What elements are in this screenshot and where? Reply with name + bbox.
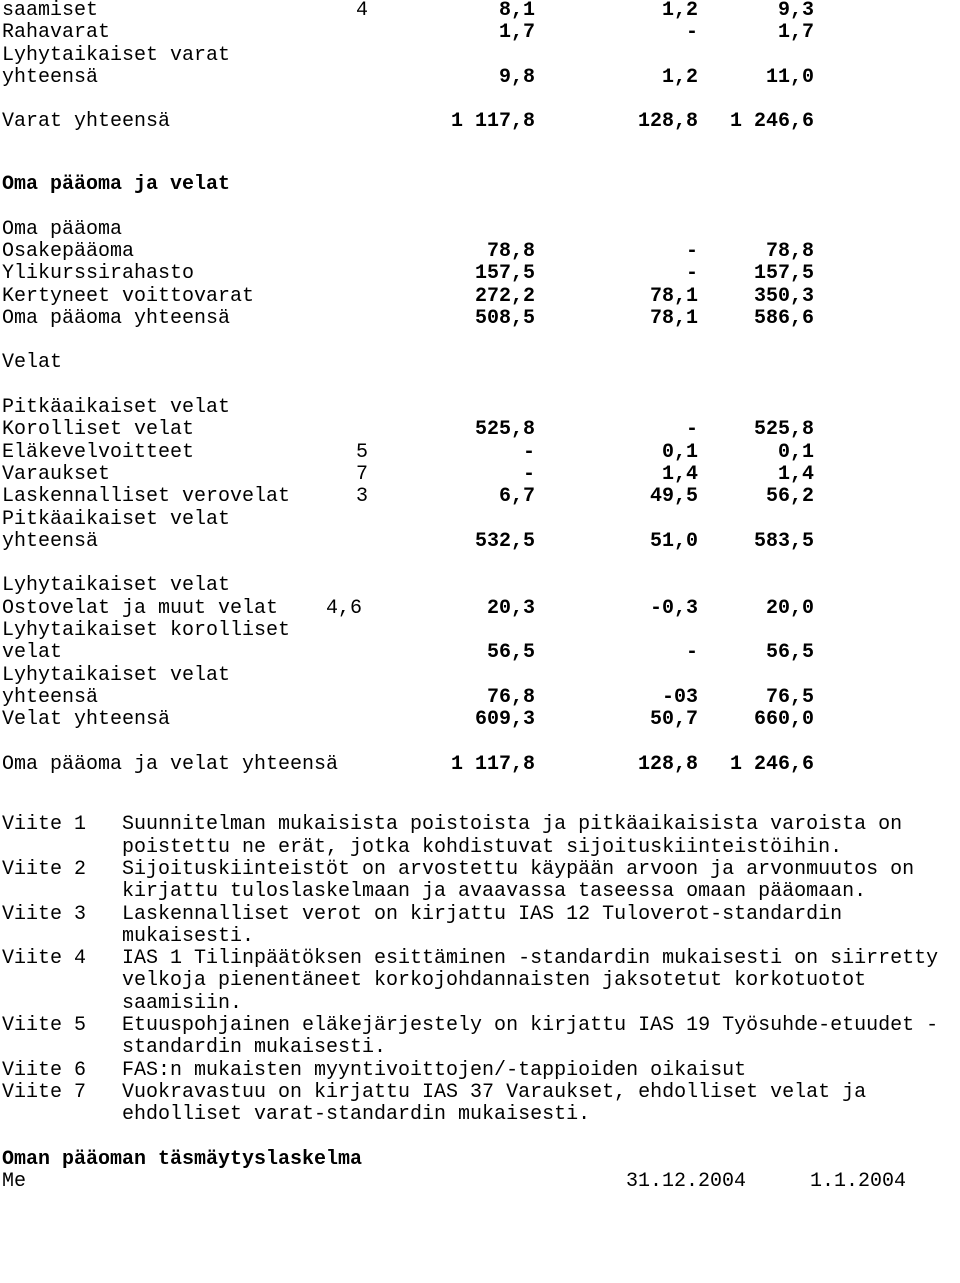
table-row [0,241,960,263]
value-col2: -0,3 [649,596,698,620]
footnote-item [0,904,960,949]
row-label: Lyhytaikaiset varat [2,43,231,67]
footnote-text: Etuuspohjainen eläkejärjestely on kirjattu IAS 19 Työsuhde-etuudet -standardin mukaisesti. [122,1014,939,1060]
grand-total-row [0,754,960,776]
footnote-text: IAS 1 Tilinpäätöksen esittäminen -standardin mukaisesti on siirretty velkoja pienentäneet korkojohdannaisten jaksotetut korkotuotot saamisiin. [122,947,939,1015]
footnote-text: Sijoituskiinteistöt on arvostettu käypään arvoon ja arvonmuutos on kirjattu tuloslaskelmaan ja avaavassa taseessa omaan pääomaan. [122,857,915,904]
unit-label: Me [2,1170,27,1194]
row-label: Rahavarat [2,21,111,45]
value-col3: 11,0 [765,65,814,89]
table-row [0,642,960,664]
note-ref: 7 [356,462,369,486]
value-col1: 1,7 [498,21,535,45]
value-col3: 1 246,6 [729,110,814,134]
value-col3: 525,8 [753,418,814,442]
footnote-key: Viite 3 [2,902,87,926]
reconciliation-title [0,1149,960,1171]
value-col1: 8,1 [498,0,535,22]
value-col2: 128,8 [637,110,698,134]
value-col3: 56,2 [765,485,814,509]
value-col3: 583,5 [753,529,814,553]
footnote-item [0,1060,960,1082]
value-col2: 1,2 [661,65,698,89]
date-col2: 1.1.2004 [809,1170,906,1194]
value-col2: 128,8 [637,752,698,776]
value-col1: 76,8 [486,685,535,709]
value-col3: 1,7 [777,21,814,45]
row-label: Velat yhteensä [2,708,171,732]
value-col2: 50,7 [649,708,698,732]
reconciliation-header [0,1171,960,1193]
value-col1: - [522,462,535,486]
row-label: Lyhytaikaiset korolliset [2,619,291,643]
value-col3: 1 246,6 [729,752,814,776]
row-label: saamiset [2,0,99,22]
value-col3: 1,4 [777,462,814,486]
value-col3: 157,5 [753,262,814,286]
value-col1: 609,3 [474,708,535,732]
value-col2: - [685,239,698,263]
value-col1: 1 117,8 [450,110,535,134]
row-label: velat [2,641,63,665]
liabilities-heading [0,352,960,374]
table-row [0,709,960,731]
table-row [0,665,960,687]
note-ref: 4 [356,0,369,22]
short-term-heading [0,575,960,597]
value-col3: 56,5 [765,641,814,665]
heading-text: Pitkäaikaiset velat [2,396,231,420]
row-label: Ostovelat ja muut velat [2,596,279,620]
assets-total-row [0,111,960,133]
footnotes [0,814,960,1126]
footnote-text: Vuokravastuu on kirjattu IAS 37 Varaukset, ehdolliset velat ja ehdolliset varat-standardin mukaisesti. [122,1080,867,1127]
value-col1: 6,7 [498,485,535,509]
value-col3: 78,8 [765,239,814,263]
table-row [0,486,960,508]
date-col1: 31.12.2004 [625,1170,746,1194]
row-label: yhteensä [2,529,99,553]
value-col2: - [685,21,698,45]
note-ref: 4,6 [326,596,363,620]
value-col2: 78,1 [649,306,698,330]
value-col2: -03 [661,685,698,709]
footnote-key: Viite 4 [2,947,87,971]
value-col3: 350,3 [753,284,814,308]
value-col3: 660,0 [753,708,814,732]
row-label: Ylikurssirahasto [2,262,195,286]
value-col1: 157,5 [474,262,535,286]
heading-text: Lyhytaikaiset velat [2,574,231,598]
value-col3: 586,6 [753,306,814,330]
reconciliation-title-text: Oman pääoman täsmäytyslaskelma [2,1147,363,1171]
heading-text: Oma pääoma [2,217,123,241]
footnote-key: Viite 6 [2,1058,87,1082]
row-label: Varat yhteensä [2,110,171,134]
row-label: Oma pääoma yhteensä [2,306,231,330]
row-label: yhteensä [2,685,99,709]
footnote-text: FAS:n mukaisten myyntivoittojen/-tappioiden oikaisut [122,1058,747,1082]
value-col2: 51,0 [649,529,698,553]
value-col3: 0,1 [777,440,814,464]
heading-text: Velat [2,351,63,375]
row-label: yhteensä [2,65,99,89]
value-col1: 508,5 [474,306,535,330]
long-term-heading [0,397,960,419]
table-row [0,286,960,308]
table-row [0,0,960,22]
footnote-item [0,859,960,904]
table-row [0,464,960,486]
table-row [0,598,960,620]
row-label: Laskennalliset verovelat [2,485,291,509]
value-col2: - [685,418,698,442]
row-label: Oma pääoma ja velat yhteensä [2,752,339,776]
value-col1: 532,5 [474,529,535,553]
table-row [0,22,960,44]
table-row [0,509,960,531]
value-col2: 0,1 [661,440,698,464]
table-row [0,308,960,330]
row-label: Pitkäaikaiset velat [2,507,231,531]
value-col2: - [685,641,698,665]
table-row [0,687,960,709]
section-title-text: Oma pääoma ja velat [2,173,231,197]
row-label: Eläkevelvoitteet [2,440,195,464]
value-col3: 9,3 [777,0,814,22]
footnote-text: Laskennalliset verot on kirjattu IAS 12 Tuloverot-standardin mukaisesti. [122,902,843,948]
value-col2: - [685,262,698,286]
footnote-key: Viite 2 [2,857,87,881]
table-row [0,442,960,464]
value-col2: 1,4 [661,462,698,486]
footnote-text: Suunnitelman mukaisista poistoista ja pitkäaikaisista varoista on poistettu ne erät, jotka kohdistuvat sijoituskiinteistöihin. [122,813,903,859]
table-row [0,67,960,89]
note-ref: 5 [356,440,369,464]
row-label: Lyhytaikaiset velat [2,663,231,687]
value-col2: 49,5 [649,485,698,509]
row-label: Osakepääoma [2,239,135,263]
value-col3: 76,5 [765,685,814,709]
footnote-item [0,814,960,859]
table-row [0,620,960,642]
value-col1: - [522,440,535,464]
footnote-item [0,1082,960,1127]
footnote-item [0,1015,960,1060]
row-label: Korolliset velat [2,418,195,442]
table-row [0,419,960,441]
value-col1: 1 117,8 [450,752,535,776]
footnote-item [0,948,960,1015]
value-col1: 272,2 [474,284,535,308]
note-ref: 3 [356,485,369,509]
value-col2: 78,1 [649,284,698,308]
value-col1: 525,8 [474,418,535,442]
value-col1: 9,8 [498,65,535,89]
value-col1: 20,3 [486,596,535,620]
footnote-key: Viite 5 [2,1014,87,1038]
value-col3: 20,0 [765,596,814,620]
table-row [0,45,960,67]
section-title [0,174,960,196]
value-col2: 1,2 [661,0,698,22]
footnote-key: Viite 7 [2,1080,87,1104]
footnote-key: Viite 1 [2,813,87,837]
equity-heading [0,219,960,241]
row-label: Varaukset [2,462,111,486]
table-row [0,263,960,285]
row-label: Kertyneet voittovarat [2,284,255,308]
value-col1: 56,5 [486,641,535,665]
value-col1: 78,8 [486,239,535,263]
table-row [0,531,960,553]
